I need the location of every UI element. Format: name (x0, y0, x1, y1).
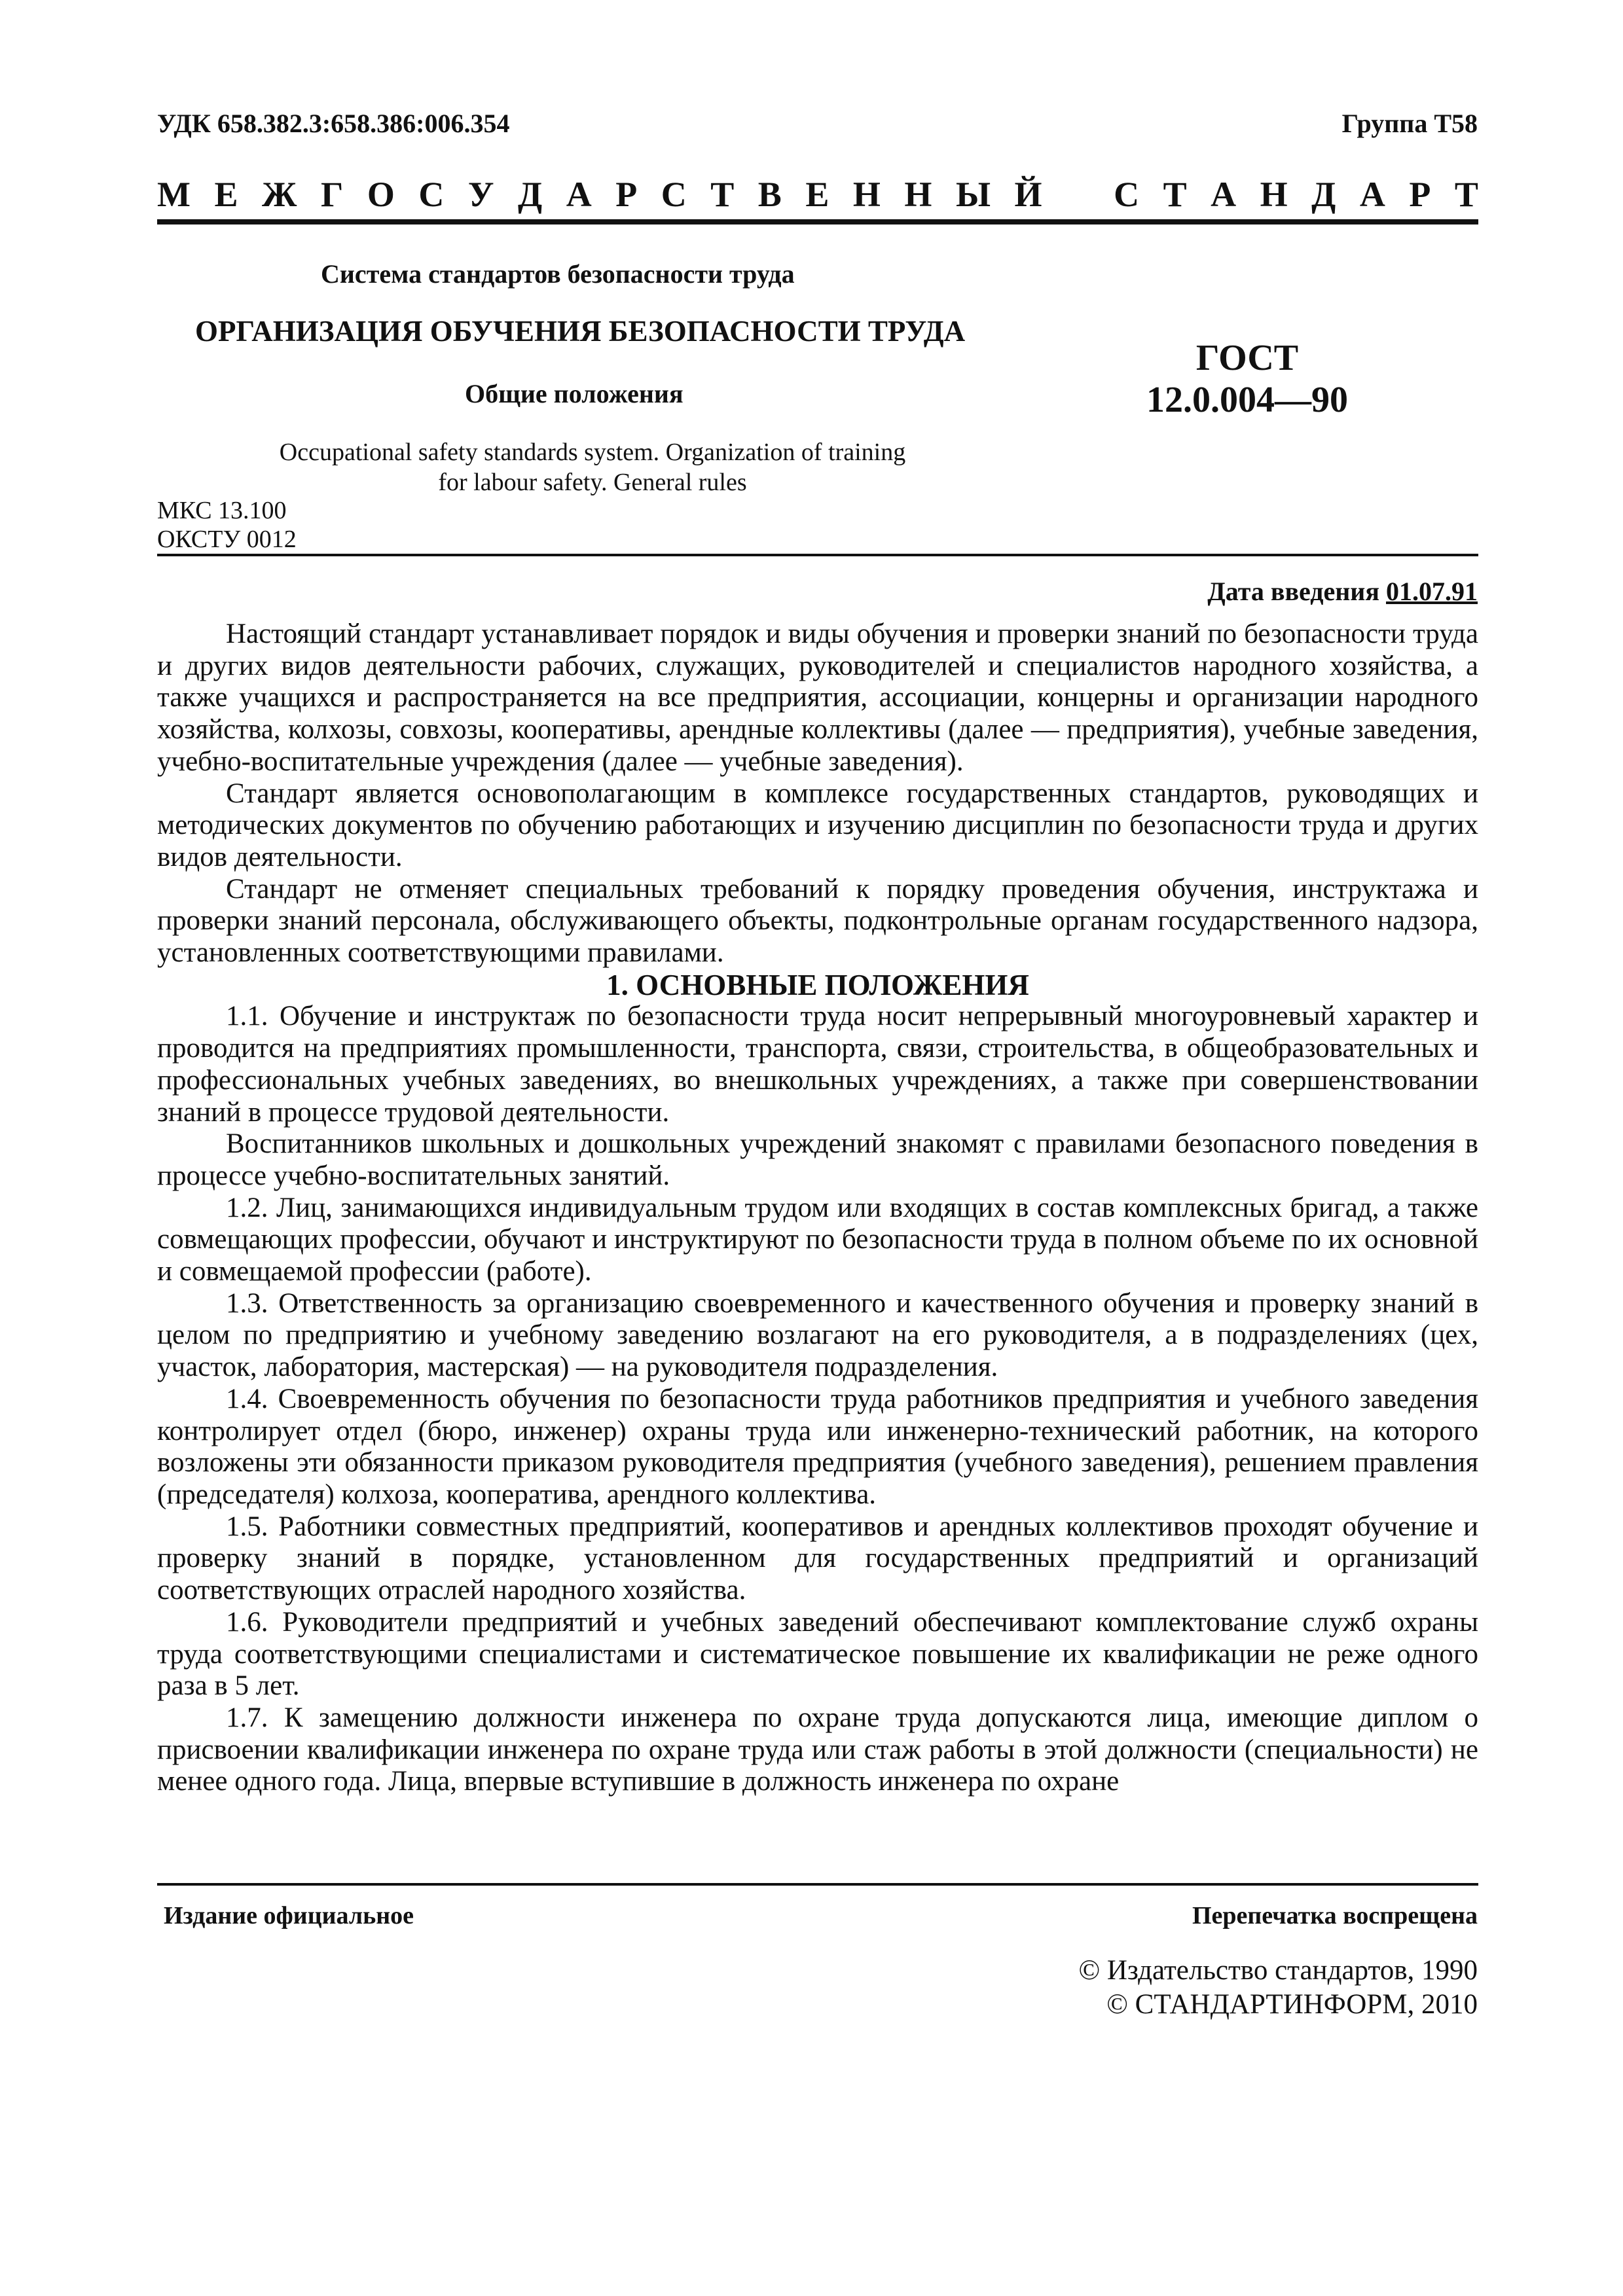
official-edition-note: Издание официальное (164, 1902, 414, 1929)
section-paragraph: 1.6. Руководители предприятий и учебных заведений обеспечивают комплектование служб охраны труда соответствующими специалистами и систематическое повышение их квалификации не реже одного раза в 5 лет. (157, 1606, 1478, 1702)
section-paragraph: 1.4. Своевременность обучения по безопасности труда работников предприятия и учебного заведения контролирует отдел (бюро, инженер) охраны труда или инженерно-технический работник, на которого возложены эти обязанности приказом руководителя предприятия (учебного заведения), решением правления (председателя) колхоза, кооператива, арендного коллектива. (157, 1383, 1478, 1510)
okstu-code: ОКСТУ 0012 (157, 526, 297, 553)
introduction-date-label: Дата введения (1207, 577, 1379, 606)
group-code: Группа Т58 (1341, 109, 1478, 138)
heading-letter: Т (1454, 175, 1478, 214)
intro-paragraph: Стандарт не отменяет специальных требований к порядку проведения обучения, инструктажа и проверки знаний персонала, обслуживающего объекты, подконтрольные органам государственного надзора, установленных соответствующими правилами. (157, 873, 1478, 969)
heading-letter: А (1359, 175, 1385, 214)
heading-letter: Е (805, 175, 830, 214)
gost-designation (1126, 337, 1368, 421)
english-title (216, 437, 969, 497)
heading-letter: Н (904, 175, 932, 214)
heading-letter: Т (710, 175, 735, 214)
heading-letter: В (757, 175, 782, 214)
copyright-block (1078, 1954, 1478, 2022)
intro-paragraph: Настоящий стандарт устанавливает порядок и виды обучения и проверки знаний по безопасности труда и других видов деятельности рабочих, служащих, руководителей и специалистов народного хозяйства, а также учащихся и распространяется на все предприятия, ассоциации, концерны и организации народного хозяйства, колхозы, совхозы, кооперативы, арендные коллективы (далее — предприятия), учебные заведения, учебно-воспитательные учреждения (далее — учебные заведения). (157, 619, 1478, 777)
section-paragraph: 1.2. Лиц, занимающихся индивидуальным трудом или входящих в состав комплексных бригад, а также совмещающих профессии, обучают и инструктируют по безопасности труда в полном объеме по их основной и совмещаемой профессии (работе). (157, 1192, 1478, 1287)
heading-letter: Е (214, 175, 238, 214)
intro-paragraph: Стандарт является основополагающим в комплексе государственных стандартов, руководящих и методических документов по обучению работающих и изучению дисциплин по безопасности труда и других видов деятельности. (157, 778, 1478, 872)
document-title: ОРГАНИЗАЦИЯ ОБУЧЕНИЯ БЕЗОПАСНОСТИ ТРУДА (195, 315, 966, 348)
document-body (157, 619, 1478, 1798)
udk-code: УДК 658.382.3:658.386:006.354 (157, 109, 510, 138)
english-title-line-1: Occupational safety standards system. Organization of training (279, 439, 906, 466)
gost-number: 12.0.004—90 (1146, 380, 1348, 420)
reprint-prohibited-note: Перепечатка воспрещена (1192, 1902, 1478, 1929)
heading-letter: У (467, 175, 494, 214)
heading-letter: Ж (262, 175, 297, 214)
heading-letter: Г (320, 175, 344, 214)
heading-letter: Ы (955, 175, 991, 214)
copyright-line-1: © Издательство стандартов, 1990 (1078, 1955, 1478, 1986)
section-heading: 1. ОСНОВНЫЕ ПОЛОЖЕНИЯ (606, 968, 1029, 1001)
document-subtitle: Общие положения (465, 379, 684, 408)
mks-code: МКС 13.100 (157, 497, 287, 524)
heading-letter: А (566, 175, 592, 214)
interstate-standard-heading (157, 174, 1478, 215)
heading-letter: Д (1311, 175, 1336, 214)
heading-letter: С (418, 175, 445, 214)
classification-codes (157, 496, 297, 554)
heading-letter: Р (615, 175, 638, 214)
header-divider (157, 219, 1478, 224)
introduction-date-value: 01.07.91 (1386, 577, 1478, 606)
heading-letter: Н (852, 175, 881, 214)
heading-letter: Т (1163, 175, 1187, 214)
introduction-date (1207, 576, 1478, 607)
footer-divider (157, 1883, 1478, 1886)
section-paragraph: 1.7. К замещению должности инженера по охране труда допускаются лица, имеющие диплом о присвоении квалификации инженера по охране труда или стаж работы в этой должности (специальности) не менее одного года. Лица, впервые вступившие в должность инженера по охране (157, 1702, 1478, 1797)
heading-letter: Н (1260, 175, 1288, 214)
english-title-line-2: for labour safety. General rules (438, 469, 747, 496)
copyright-line-2: © СТАНДАРТИНФОРМ, 2010 (1106, 1989, 1478, 2020)
section-paragraph: Воспитанников школьных и дошкольных учреждений знакомят с правилами безопасного поведения в процессе учебно-воспитательных занятий. (157, 1128, 1478, 1191)
section-paragraph: 1.1. Обучение и инструктаж по безопасности труда носит непрерывный многоуровневый характер и проводится на предприятиях промышленности, транспорта, связи, строительства, в общеобразовательных и профессиональных учебных заведениях, во внешкольных учреждениях, а также при совершенствовании знаний в процессе трудовой деятельности. (157, 1001, 1478, 1128)
heading-letter: Р (1409, 175, 1431, 214)
standards-system-title: Система стандартов безопасности труда (321, 259, 795, 289)
heading-letter: О (367, 175, 395, 214)
heading-letter: Й (1014, 175, 1042, 214)
section-paragraph: 1.5. Работники совместных предприятий, кооперативов и арендных коллективов проходят обучение и проверку знаний в порядке, установленном для государственных предприятий и организаций соответствующих отраслей народного хозяйства. (157, 1511, 1478, 1606)
section-paragraph: 1.3. Ответственность за организацию своевременного и качественного обучения и проверку знаний в целом по предприятию и учебному заведению возлагают на его руководителя, а в подразделениях (цех, участок, лаборатория, мастерская) — на руководителя подразделения. (157, 1287, 1478, 1383)
heading-letter: С (661, 175, 687, 214)
heading-letter: М (157, 175, 191, 214)
heading-letter: Д (518, 175, 543, 214)
heading-letter: А (1211, 175, 1237, 214)
gost-label: ГОСТ (1195, 338, 1299, 378)
title-divider (157, 554, 1478, 556)
heading-letter: С (1114, 175, 1140, 214)
